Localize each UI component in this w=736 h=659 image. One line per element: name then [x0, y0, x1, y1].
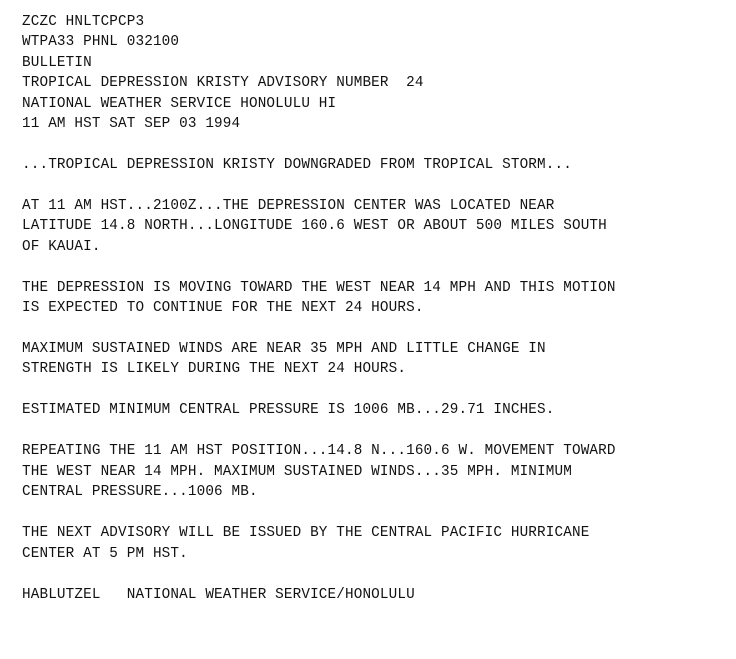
paragraph-line: OF KAUAI.: [22, 238, 101, 255]
summary-paragraph: [22, 441, 722, 502]
header-line-routing-code: ZCZC HNLTCPCP3: [22, 14, 145, 30]
winds-paragraph: [22, 339, 722, 380]
paragraph-line: ...TROPICAL DEPRESSION KRISTY DOWNGRADED FROM TROPICAL STORM...: [22, 156, 572, 173]
header-line-issue-time: 11 AM HST SAT SEP 03 1994: [22, 115, 241, 132]
paragraph-line: THE WEST NEAR 14 MPH. MAXIMUM SUSTAINED WINDS...35 MPH. MINIMUM: [22, 463, 572, 480]
paragraph-line: STRENGTH IS LIKELY DURING THE NEXT 24 HOURS.: [22, 361, 407, 378]
header-line-bulletin: BULLETIN: [22, 54, 92, 71]
header-line-wmo-id: WTPA33 PHNL 032100: [22, 34, 180, 51]
bulletin-header: [22, 12, 722, 134]
advisory-document: [22, 12, 722, 605]
position-paragraph: [22, 196, 722, 257]
forecaster-signature: [22, 585, 722, 605]
headline-paragraph: [22, 155, 722, 175]
signature-line: HABLUTZEL NATIONAL WEATHER SERVICE/HONOLULU: [22, 586, 415, 603]
header-line-advisory-title: TROPICAL DEPRESSION KRISTY ADVISORY NUMBER 24: [22, 75, 424, 92]
paragraph-line: LATITUDE 14.8 NORTH...LONGITUDE 160.6 WEST OR ABOUT 500 MILES SOUTH: [22, 218, 607, 235]
paragraph-line: ESTIMATED MINIMUM CENTRAL PRESSURE IS 1006 MB...29.71 INCHES.: [22, 402, 555, 419]
motion-paragraph: [22, 278, 722, 319]
paragraph-line: MAXIMUM SUSTAINED WINDS ARE NEAR 35 MPH AND LITTLE CHANGE IN: [22, 341, 546, 358]
paragraph-line: AT 11 AM HST...2100Z...THE DEPRESSION CENTER WAS LOCATED NEAR: [22, 197, 555, 214]
paragraph-line: REPEATING THE 11 AM HST POSITION...14.8 N...160.6 W. MOVEMENT TOWARD: [22, 443, 616, 460]
paragraph-line: CENTRAL PRESSURE...1006 MB.: [22, 484, 258, 501]
pressure-paragraph: [22, 400, 722, 420]
paragraph-line: IS EXPECTED TO CONTINUE FOR THE NEXT 24 HOURS.: [22, 300, 424, 317]
paragraph-line: THE DEPRESSION IS MOVING TOWARD THE WEST NEAR 14 MPH AND THIS MOTION: [22, 279, 616, 296]
paragraph-line: CENTER AT 5 PM HST.: [22, 545, 188, 562]
paragraph-line: THE NEXT ADVISORY WILL BE ISSUED BY THE CENTRAL PACIFIC HURRICANE: [22, 525, 590, 542]
next-advisory-paragraph: [22, 523, 722, 564]
header-line-issuing-office: NATIONAL WEATHER SERVICE HONOLULU HI: [22, 95, 337, 112]
